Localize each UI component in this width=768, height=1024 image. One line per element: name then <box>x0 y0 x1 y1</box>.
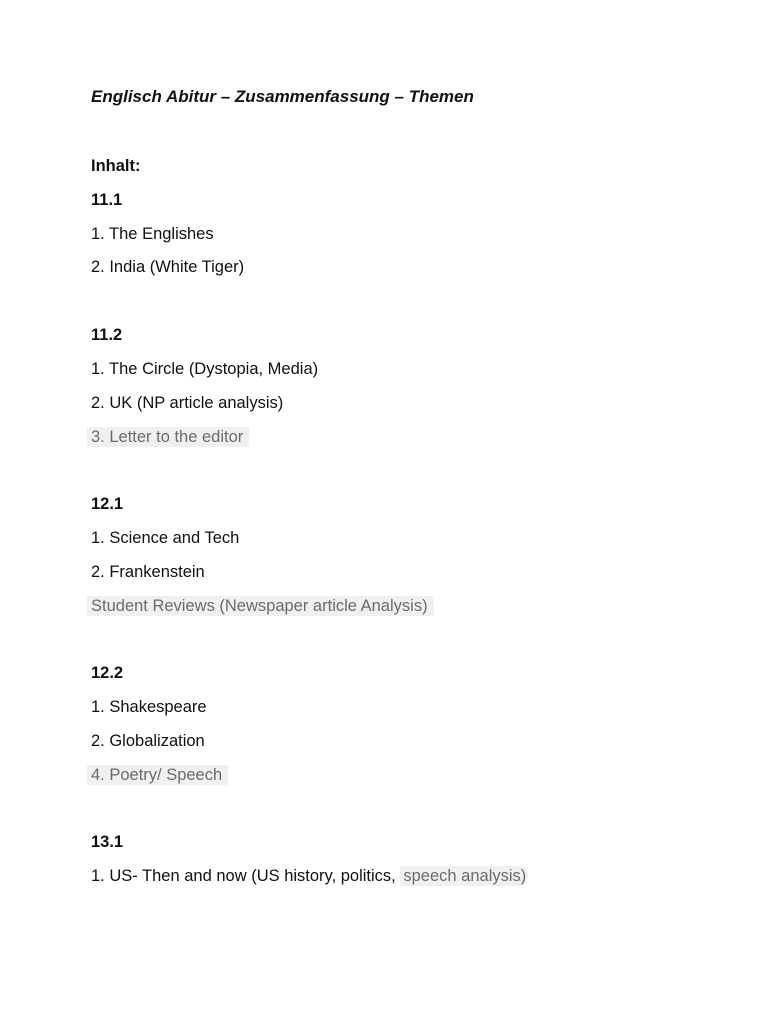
highlighted-text: Student Reviews (Newspaper article Analysis) <box>87 596 434 616</box>
list-item: 2. Frankenstein <box>91 563 205 581</box>
highlighted-text: 3. Letter to the editor <box>87 427 249 447</box>
list-item: 1. Science and Tech <box>91 529 240 547</box>
highlighted-text: speech analysis) <box>400 866 528 886</box>
list-item <box>91 866 528 886</box>
list-item-text: 1. US- Then and now (US history, politics, <box>91 867 396 885</box>
list-item: 2. Globalization <box>91 732 205 750</box>
list-item: 1. The Englishes <box>91 225 214 243</box>
highlighted-list-item <box>91 765 228 785</box>
highlighted-text: 4. Poetry/ Speech <box>87 765 228 785</box>
section-heading-11-2: 11.2 <box>91 326 123 344</box>
highlighted-list-item <box>91 427 249 447</box>
section-heading-12-1: 12.1 <box>91 495 124 513</box>
list-item: 1. Shakespeare <box>91 698 207 716</box>
list-item: 2. India (White Tiger) <box>91 258 245 276</box>
highlighted-list-item <box>91 596 434 616</box>
section-heading-13-1: 13.1 <box>91 833 124 851</box>
document-title: Englisch Abitur – Zusammenfassung – Themen <box>91 87 474 106</box>
list-item: 2. UK (NP article analysis) <box>91 394 284 412</box>
list-item: 1. The Circle (Dystopia, Media) <box>91 360 319 378</box>
contents-label: Inhalt: <box>91 157 141 175</box>
section-heading-12-2: 12.2 <box>91 664 124 682</box>
section-heading-11-1: 11.1 <box>91 191 123 209</box>
